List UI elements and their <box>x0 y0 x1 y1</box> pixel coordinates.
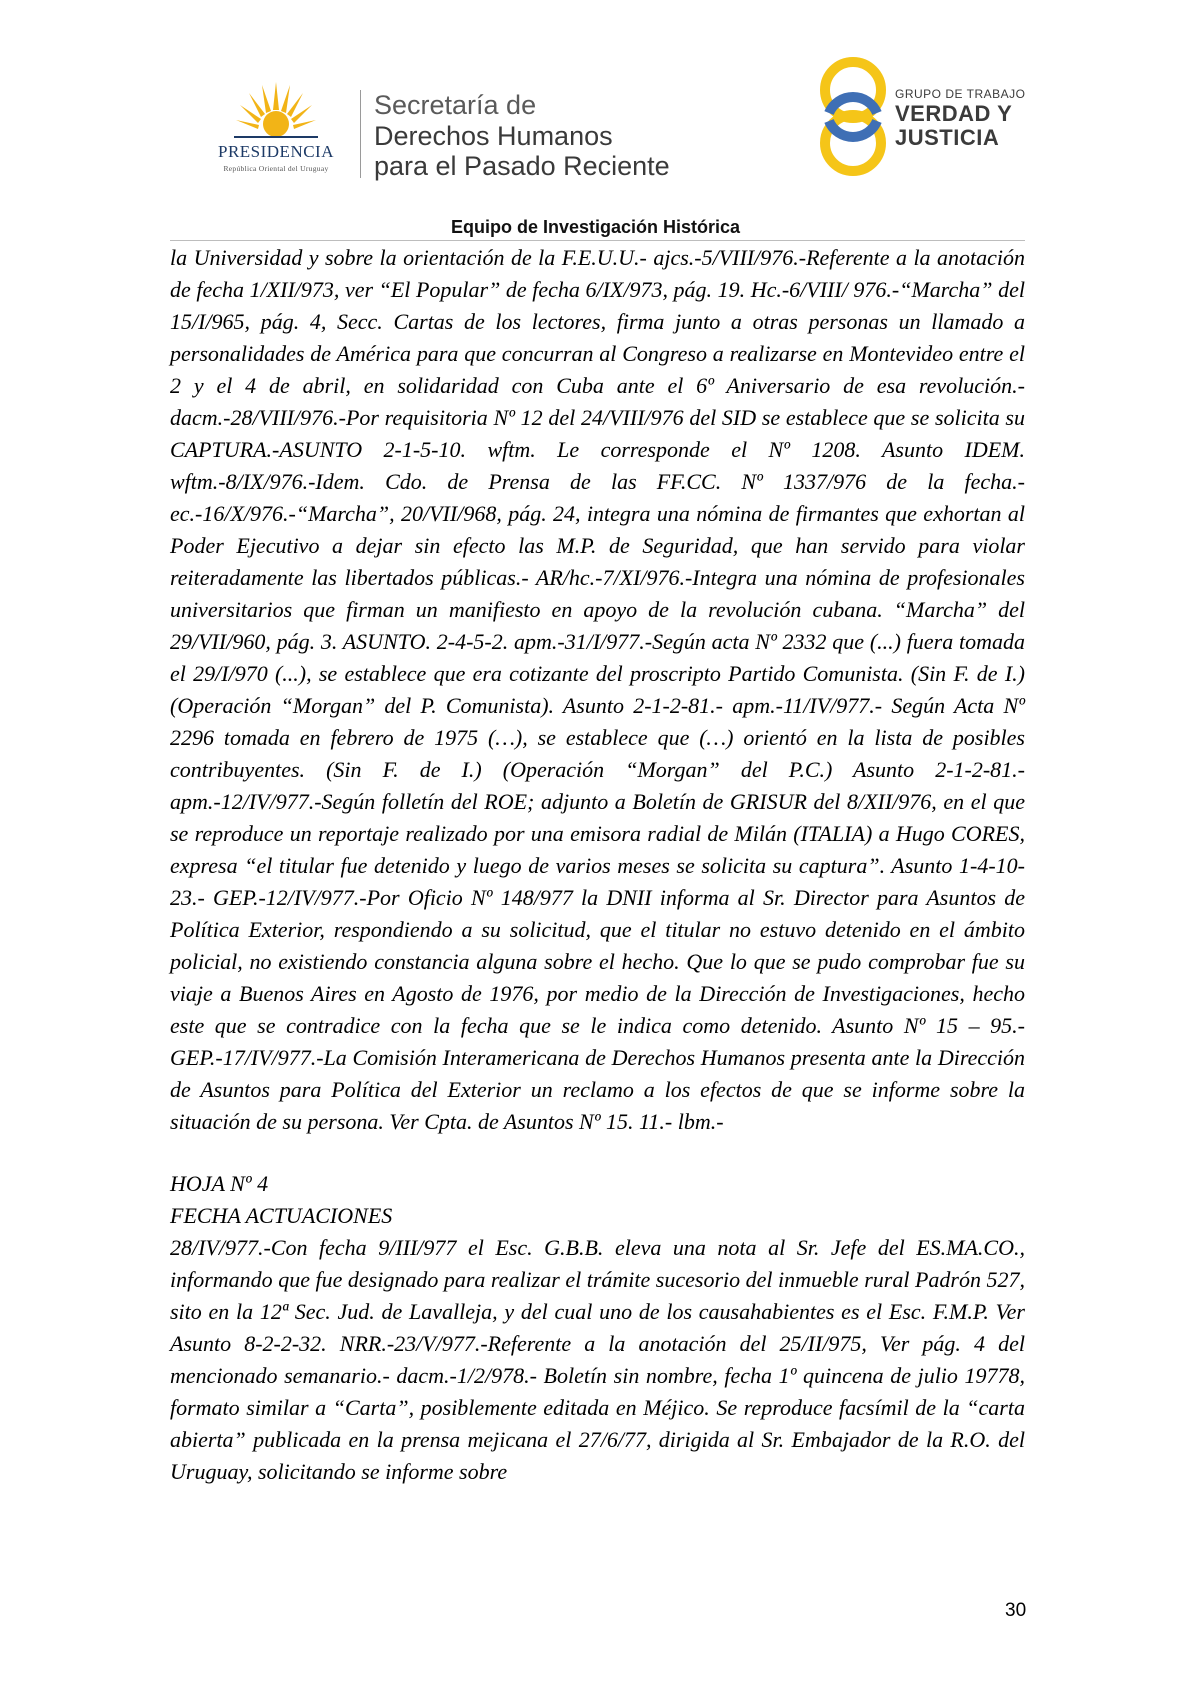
sun-emblem-icon <box>234 80 318 142</box>
secretaria-logo <box>374 90 670 181</box>
logo-divider <box>360 90 361 178</box>
header-rule <box>170 240 1025 241</box>
paragraph-1: la Universidad y sobre la orientación de la F.E.U.U.- ajcs.-5/VIII/976.-Referente a la anotación de fecha 1/XII/973, ver “El Popular” de fecha 6/IX/973, pág. 19. Hc.-6/VIII/ 976.-“Marcha” del 15/I/965, pág. 4, Secc. Cartas de los lectores, firma junto a otras personas un llamado a personalidades de América para que concurran al Congreso a realizarse en Montevideo entre el 2 y el 4 de abril, en solidaridad con Cuba ante el 6º Aniversario de esa revolución.- dacm.-28/VIII/976.-Por requisitoria Nº 12 del 24/VIII/976 del SID se establece que se solicita su CAPTURA.-ASUNTO 2-1-5-10. wftm. Le corresponde el Nº 1208. Asunto IDEM. wftm.-8/IX/976.-Idem. Cdo. de Prensa de las FF.CC. Nº 1337/976 de la fecha.- ec.-16/X/976.-“Marcha”, 20/VII/968, pág. 24, integra una nómina de firmantes que exhortan al Poder Ejecutivo a dejar sin efecto las M.P. de Seguridad, que han servido para violar reiteradamente las libertados públicas.- AR/hc.-7/XI/976.-Integra una nómina de profesionales universitarios que firman un manifiesto en apoyo de la revolución cubana. “Marcha” del 29/VII/960, pág. 3. ASUNTO. 2-4-5-2. apm.-31/I/977.-Según acta Nº 2332 que (...) fuera tomada el 29/I/970 (...), se establece que era cotizante del proscripto Partido Comunista. (Sin F. de I.) (Operación “Morgan” del P. Comunista). Asunto 2-1-2-81.- apm.-11/IV/977.- Según Acta Nº 2296 tomada en febrero de 1975 (…), se establece que (…) orientó en la lista de posibles contribuyentes. (Sin F. de I.) (Operación “Morgan” del P.C.) Asunto 2-1-2-81.- apm.-12/IV/977.-Según folletín del ROE; adjunto a Boletín de GRISUR del 8/XII/976, en el que se reproduce un reportaje realizado por una emisora radial de Milán (ITALIA) a Hugo CORES, expresa “el titular fue detenido y luego de varios meses se solicita su captura”. Asunto 1-4-10-23.- GEP.-12/IV/977.-Por Oficio Nº 148/977 la DNII informa al Sr. Director para Asuntos de Política Exterior, respondiendo a su solicitud, que el titular no estuvo detenido en el ámbito policial, no existiendo constancia alguna sobre el hecho. Que lo que se pudo comprobar fue su viaje a Buenos Aires en Agosto de 1976, por medio de la Dirección de Investigaciones, hecho este que se contradice con la fecha que se le indica como detenido. Asunto Nº 15 – 95.- GEP.-17/IV/977.-La Comisión Interamericana de Derechos Humanos presenta ante la Dirección de Asuntos para Política del Exterior un reclamo a los efectos de que se informe sobre la situación de su persona. Ver Cpta. de Asuntos Nº 15. 11.- lbm.- <box>170 245 1025 1134</box>
paragraph-2: 28/IV/977.-Con fecha 9/III/977 el Esc. G.B.B. eleva una nota al Sr. Jefe del ES.MA.CO., informando que fue designado para realizar el trámite sucesorio del inmueble rural Padrón 527, sito en la 12ª Sec. Jud. de Lavalleja, y del cual uno de los causahabientes es el Esc. F.M.P. Ver Asunto 8-2-2-32. NRR.-23/V/977.-Referente a la anotación del 25/II/975, Ver pág. 4 del mencionado semanario.- dacm.-1/2/978.- Boletín sin nombre, fecha 1º quincena de julio 19778, formato similar a “Carta”, posiblemente editada en Méjico. Se reproduce facsímil de la “carta abierta” publicada en la prensa mejicana el 27/6/77, dirigida al Sr. Embajador de la R.O. del Uruguay, solicitando se informe sobre <box>170 1235 1025 1484</box>
grupo-trabajo-label: GRUPO DE TRABAJO <box>895 87 1026 101</box>
secretaria-line-3: para el Pasado Reciente <box>374 151 670 181</box>
page-number: 30 <box>1005 1600 1027 1621</box>
justicia-label: JUSTICIA <box>895 125 1000 150</box>
presidencia-logo <box>196 80 356 180</box>
page-header <box>0 0 1191 250</box>
presidencia-subtitle: República Oriental del Uruguay <box>223 164 329 173</box>
secretaria-line-2: Derechos Humanos <box>374 121 613 151</box>
document-body <box>170 242 1025 1488</box>
paragraph-gap <box>170 1138 1025 1168</box>
team-title: Equipo de Investigación Histórica <box>450 217 741 237</box>
date-actions-heading: FECHA ACTUACIONES <box>170 1203 393 1228</box>
sheet-number-heading: HOJA Nº 4 <box>170 1171 269 1196</box>
verdad-label: VERDAD Y <box>895 101 1013 126</box>
presidencia-name: PRESIDENCIA <box>217 142 334 161</box>
grupo-trabajo-logo <box>815 55 1045 185</box>
secretaria-line-1: Secretaría de <box>374 90 537 120</box>
linked-rings-icon <box>815 55 895 180</box>
